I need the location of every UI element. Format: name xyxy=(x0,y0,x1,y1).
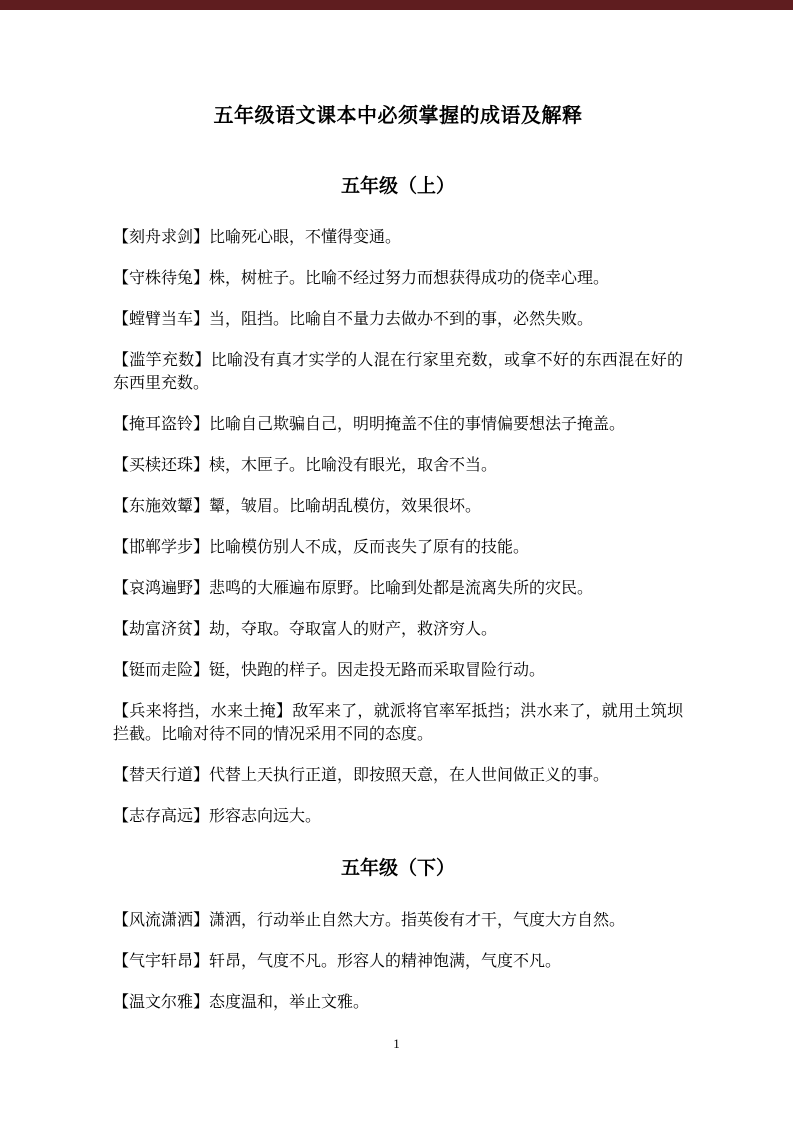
idiom-entry: 【志存高远】形容志向远大。 xyxy=(113,808,322,825)
idiom-entry: 【买椟还珠】椟，木匣子。比喻没有眼光，取舍不当。 xyxy=(113,457,498,474)
idiom-entry: 【螳臂当车】当，阻挡。比喻自不量力去做办不到的事，必然失败。 xyxy=(113,311,594,328)
page-content xyxy=(0,103,793,1014)
idiom-entry: 【东施效颦】颦，皱眉。比喻胡乱模仿，效果很坏。 xyxy=(113,498,482,515)
idiom-entry: 【刻舟求剑】比喻死心眼，不懂得变通。 xyxy=(113,229,402,246)
idiom-entry: 【哀鸿遍野】悲鸣的大雁遍布原野。比喻到处都是流离失所的灾民。 xyxy=(113,580,594,597)
idiom-entry: 【风流潇洒】潇洒，行动举止自然大方。指英俊有才干，气度大方自然。 xyxy=(113,912,626,929)
page-number: 1 xyxy=(393,1036,400,1051)
idiom-entry: 【气宇轩昂】轩昂，气度不凡。形容人的精神饱满，气度不凡。 xyxy=(113,953,562,970)
document-title: 五年级语文课本中必须掌握的成语及解释 xyxy=(213,105,583,127)
idiom-entry: 【滥竽充数】比喻没有真才实学的人混在行家里充数，或拿不好的东西混在好的东西里充数。 xyxy=(113,352,683,392)
idiom-entry: 【守株待兔】株，树桩子。比喻不经过努力而想获得成功的侥幸心理。 xyxy=(113,270,610,287)
idiom-entry: 【掩耳盗铃】比喻自己欺骗自己，明明掩盖不住的事情偏要想法子掩盖。 xyxy=(113,416,626,433)
idiom-entry: 【替天行道】代替上天执行正道，即按照天意，在人世间做正义的事。 xyxy=(113,767,610,784)
idiom-entry: 【温文尔雅】态度温和，举止文雅。 xyxy=(113,994,370,1011)
idiom-entry: 【铤而走险】铤，快跑的样子。因走投无路而采取冒险行动。 xyxy=(113,662,546,679)
idiom-entry: 【邯郸学步】比喻模仿别人不成，反而丧失了原有的技能。 xyxy=(113,539,530,556)
top-edge-bar xyxy=(0,0,793,10)
idiom-entry: 【劫富济贫】劫，夺取。夺取富人的财产，救济穷人。 xyxy=(113,621,498,638)
section-heading-grade5-part2: 五年级（下） xyxy=(340,858,455,879)
section-heading-grade5-part1: 五年级（上） xyxy=(340,176,455,197)
idiom-entry: 【兵来将挡，水来土掩】敌军来了，就派将官率军抵挡；洪水来了，就用土筑坝拦截。比喻对待不同的情况采用不同的态度。 xyxy=(113,703,683,743)
